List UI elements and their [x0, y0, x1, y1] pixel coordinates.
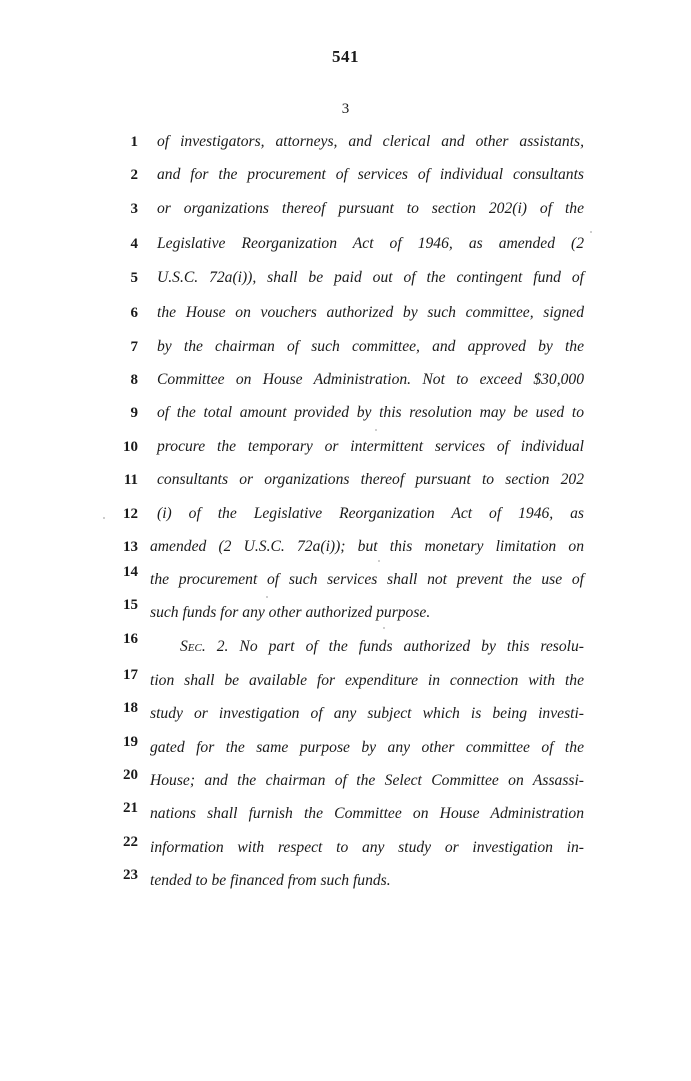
- line-number: 3: [130, 201, 138, 217]
- line-number: 2: [130, 167, 138, 183]
- text-line: [0, 336, 691, 358]
- text-line: [0, 834, 691, 859]
- line-number: 18: [123, 700, 138, 716]
- line-text: study or investigation of any subject which is being investi-: [150, 705, 584, 722]
- line-number: 21: [123, 800, 138, 816]
- line-number: 13: [123, 539, 138, 555]
- line-text: tended to be financed from such funds.: [150, 872, 391, 889]
- line-number: 23: [123, 867, 138, 883]
- line-text: and for the procurement of services of individual consultants: [157, 166, 584, 183]
- line-text: [150, 636, 584, 658]
- line-text: of investigators, attorneys, and clerical and other assistants,: [157, 133, 584, 150]
- line-text: information with respect to any study or investigation in-: [150, 839, 584, 856]
- line-text: Legislative Reorganization Act of 1946, as amended (2: [157, 235, 584, 252]
- line-text: consultants or organizations thereof pursuant to section 202: [157, 471, 584, 488]
- text-line: [0, 267, 691, 289]
- scan-speck: [378, 560, 380, 562]
- text-line: [0, 631, 691, 658]
- line-number: 17: [123, 667, 138, 683]
- line-text: such funds for any other authorized purpose.: [150, 604, 431, 621]
- line-number: 8: [130, 372, 138, 388]
- scan-speck: [590, 231, 592, 233]
- text-line: [0, 564, 691, 591]
- scan-speck: [266, 596, 268, 598]
- line-text: the House on vouchers authorized by such committee, signed: [157, 304, 584, 321]
- line-number: 15: [123, 597, 138, 613]
- line-number: 10: [123, 439, 138, 455]
- line-number: 14: [123, 564, 138, 580]
- line-number: 7: [130, 339, 138, 355]
- section-label: Sec. 2.: [180, 638, 229, 655]
- text-line: [0, 734, 691, 759]
- text-line: [0, 700, 691, 725]
- line-text: House; and the chairman of the Select Committee on Assassi-: [150, 772, 584, 789]
- line-text: gated for the same purpose by any other committee of the: [150, 739, 584, 756]
- text-line: [0, 164, 691, 186]
- text-line: [0, 369, 691, 391]
- text-line: [0, 131, 691, 153]
- text-line: [0, 302, 691, 324]
- scan-speck: [383, 627, 385, 629]
- text-line: [0, 767, 691, 792]
- line-number: 5: [130, 270, 138, 286]
- text-line: [0, 597, 691, 624]
- text-line: [0, 233, 691, 255]
- line-number: 12: [123, 506, 138, 522]
- line-text: Committee on House Administration. Not to exceed $30,000: [157, 371, 584, 388]
- line-text: nations shall furnish the Committee on House Administration: [150, 805, 584, 822]
- line-text: by the chairman of such committee, and approved by the: [157, 338, 584, 355]
- line-number: 4: [130, 236, 138, 252]
- line-text: (i) of the Legislative Reorganization Act of 1946, as: [157, 505, 584, 522]
- line-number: 1: [130, 134, 138, 150]
- line-text: amended (2 U.S.C. 72a(i)); but this monetary limitation on: [150, 538, 584, 555]
- line-text: U.S.C. 72a(i)), shall be paid out of the contingent fund of: [157, 269, 584, 286]
- line-text: or organizations thereof pursuant to section 202(i) of the: [157, 200, 584, 217]
- scan-speck: [375, 429, 377, 431]
- line-text: tion shall be available for expenditure in connection with the: [150, 672, 584, 689]
- text-line: [0, 536, 691, 558]
- line-text: the procurement of such services shall not prevent the use of: [150, 571, 584, 588]
- text-line: [0, 867, 691, 892]
- text-line: [0, 667, 691, 692]
- line-number: 11: [123, 472, 138, 488]
- section-text: No part of the funds authorized by this resolu-: [239, 638, 584, 655]
- text-line: [0, 800, 691, 825]
- text-line: [0, 469, 691, 491]
- text-line: [0, 436, 691, 458]
- line-text: of the total amount provided by this resolution may be used to: [157, 404, 584, 421]
- line-number: 22: [123, 834, 138, 850]
- line-text: procure the temporary or intermittent services of individual: [157, 438, 584, 455]
- scan-speck: [103, 517, 105, 519]
- line-number: 19: [123, 734, 138, 750]
- line-number: 6: [130, 305, 138, 321]
- line-number: 16: [123, 631, 138, 647]
- text-line: [0, 402, 691, 424]
- line-number: 20: [123, 767, 138, 783]
- line-number: 9: [130, 405, 138, 421]
- text-line: [0, 198, 691, 220]
- page-number: 541: [332, 47, 359, 66]
- sheet-number: 3: [341, 101, 350, 117]
- text-line: [0, 503, 691, 525]
